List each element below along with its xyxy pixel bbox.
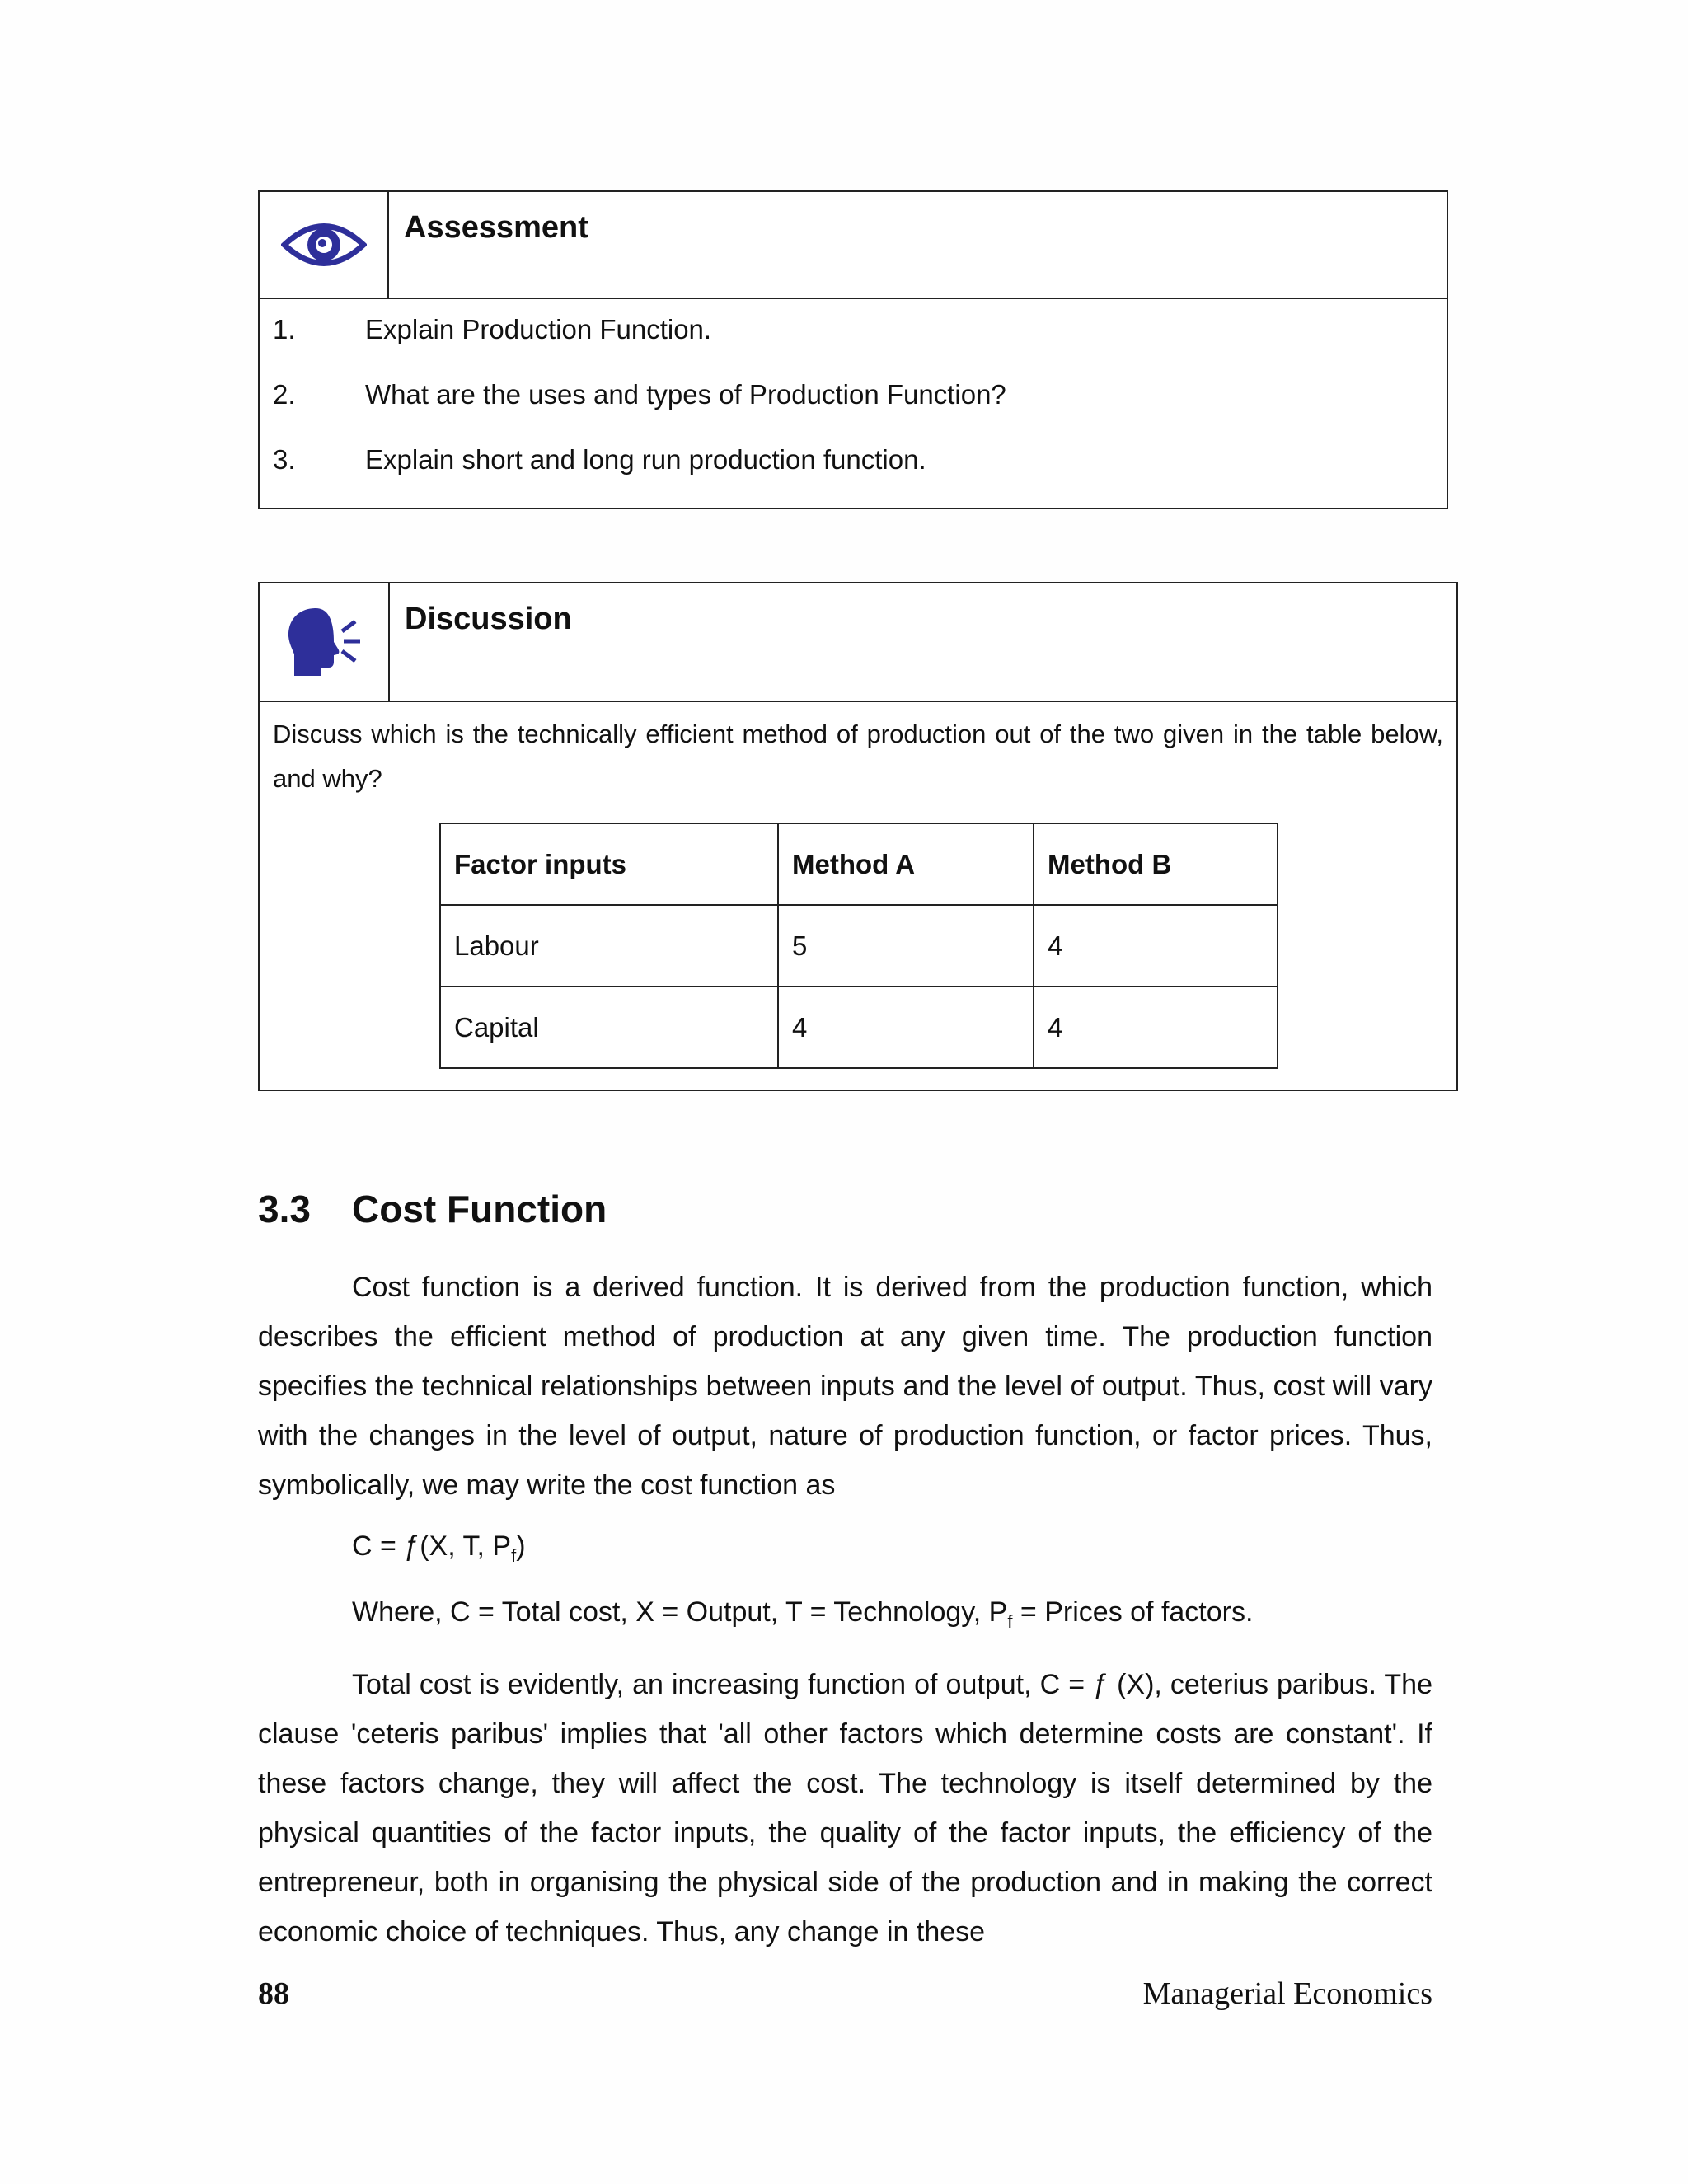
section-title: Cost Function bbox=[352, 1188, 607, 1230]
where-subscript: f bbox=[1007, 1610, 1013, 1632]
method-table bbox=[439, 823, 1278, 1069]
section-number: 3.3 bbox=[258, 1188, 311, 1230]
table-cell: Capital bbox=[440, 987, 778, 1068]
table-cell: 5 bbox=[778, 905, 1034, 987]
formula-subscript: f bbox=[511, 1544, 517, 1566]
cost-function-formula bbox=[352, 1530, 526, 1567]
discussion-prompt: Discuss which is the technically efficient method of production out of the two given in the table below, and why? bbox=[273, 719, 1443, 793]
table-cell: Labour bbox=[440, 905, 778, 987]
question-text: Explain short and long run production function. bbox=[365, 444, 926, 475]
discussion-title: Discussion bbox=[405, 602, 572, 636]
assessment-question-list bbox=[260, 299, 1447, 509]
formula-main: C = ƒ(X, T, P bbox=[352, 1530, 512, 1562]
assessment-box bbox=[258, 190, 1448, 509]
assessment-title: Assessment bbox=[404, 210, 588, 245]
body-paragraph: Total cost is evidently, an increasing function of output, C = ƒ (X), ceterius paribus. The clause 'ceteris paribus' implies that 'all other factors which determine costs are constant'. If these factors change, they will affect the cost. The technology is itself determined by the physical quantities of the factor inputs, the quality of the factor inputs, the efficiency of the entrepreneur, both in organising the physical side of the production and in making the correct economic choice of techniques. Thus, any change in these bbox=[258, 1669, 1432, 1947]
table-cell: 4 bbox=[1034, 905, 1278, 987]
list-item bbox=[273, 314, 1447, 379]
speaking-head-icon bbox=[260, 583, 390, 701]
table-header-row bbox=[440, 823, 1278, 905]
section-heading bbox=[258, 1187, 607, 1231]
assessment-header bbox=[260, 192, 1447, 299]
table-row bbox=[440, 987, 1278, 1068]
question-number: 1. bbox=[273, 314, 296, 344]
table-header-cell: Method A bbox=[778, 823, 1034, 905]
formula-end: ) bbox=[516, 1530, 526, 1562]
table-header-cell: Factor inputs bbox=[440, 823, 778, 905]
where-end: = Prices of factors. bbox=[1012, 1596, 1254, 1628]
table-cell: 4 bbox=[1034, 987, 1278, 1068]
question-text: What are the uses and types of Production Function? bbox=[365, 379, 1006, 410]
eye-icon bbox=[260, 192, 389, 298]
body-paragraph: Cost function is a derived function. It is derived from the production function, which describes the efficient method of production at any given time. The production function specifies the technical relationships between inputs and the level of output. Thus, cost will vary with the changes in the level of output, nature of production function, or factor prices. Thus, symbolically, we may write the cost function as bbox=[258, 1272, 1432, 1501]
where-main: Where, C = Total cost, X = Output, T = Technology, P bbox=[352, 1596, 1008, 1628]
table-header-cell: Method B bbox=[1034, 823, 1278, 905]
book-title: Managerial Economics bbox=[1142, 1976, 1432, 2011]
question-text: Explain Production Function. bbox=[365, 314, 712, 344]
question-number: 3. bbox=[273, 444, 296, 475]
list-item bbox=[273, 379, 1447, 444]
formula-definitions bbox=[352, 1596, 1253, 1633]
table-cell: 4 bbox=[778, 987, 1034, 1068]
question-number: 2. bbox=[273, 379, 296, 410]
page-number: 88 bbox=[258, 1976, 289, 2011]
list-item bbox=[273, 444, 1447, 509]
discussion-header bbox=[260, 583, 1456, 702]
discussion-box bbox=[258, 582, 1458, 1091]
table-row bbox=[440, 905, 1278, 987]
